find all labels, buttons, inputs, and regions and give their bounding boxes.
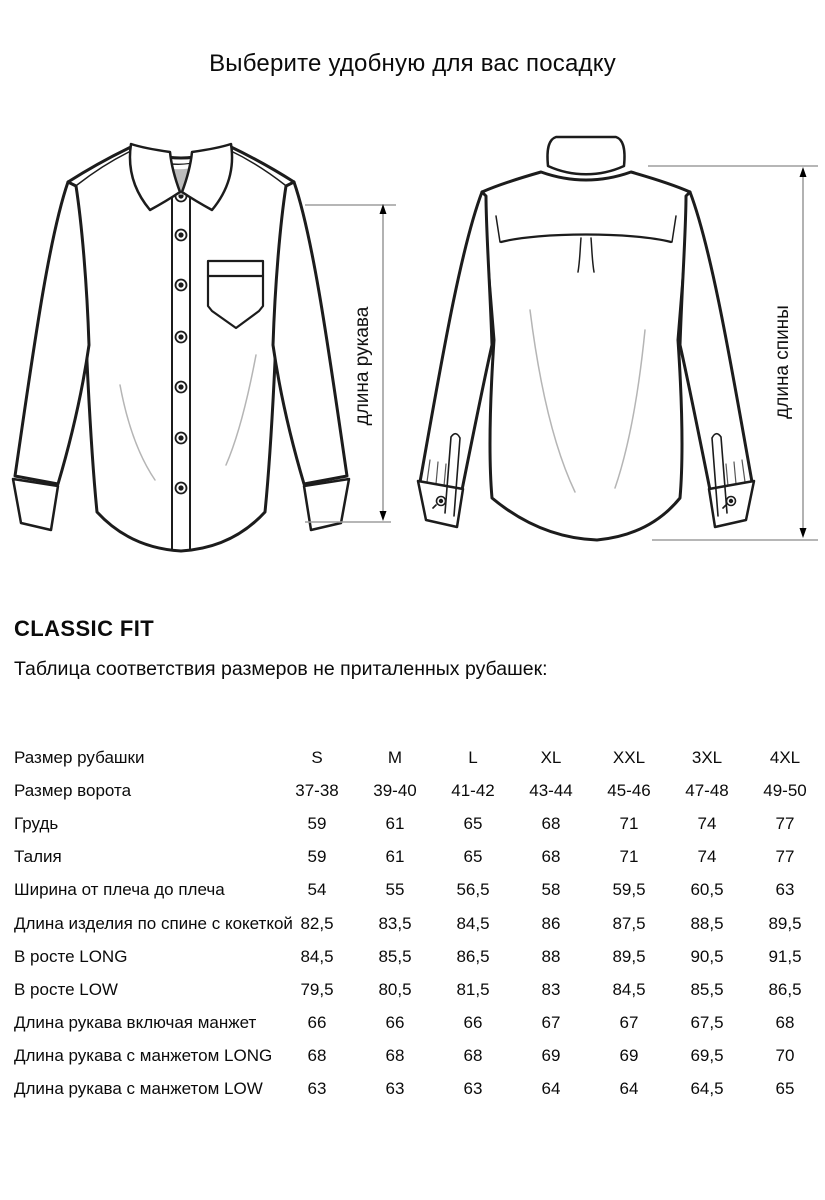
- row-label: В росте LONG: [14, 946, 128, 966]
- sleeve-length-label: длина рукава: [352, 306, 373, 426]
- row-label: Грудь: [14, 813, 59, 833]
- size-value-cell: 64: [619, 1079, 639, 1099]
- size-table: [14, 741, 824, 1106]
- size-value-cell: 68: [463, 1046, 483, 1066]
- size-value-cell: 61: [385, 847, 405, 867]
- size-header-cell: M: [387, 747, 403, 767]
- size-value-cell: 66: [307, 1013, 327, 1033]
- row-label: Длина изделия по спине с кокеткой: [14, 913, 293, 933]
- size-value-cell: 64,5: [690, 1079, 724, 1099]
- size-value-cell: 66: [385, 1013, 405, 1033]
- size-value-cell: 77: [775, 813, 795, 833]
- size-value-cell: 86,5: [456, 946, 490, 966]
- size-value-cell: 69: [619, 1046, 639, 1066]
- size-value-cell: 83: [541, 979, 561, 999]
- table-row: [14, 841, 824, 874]
- size-value-cell: 85,5: [690, 979, 724, 999]
- size-header-cell: L: [468, 747, 478, 767]
- size-value-cell: 67: [619, 1013, 639, 1033]
- size-value-cell: 41-42: [451, 780, 495, 800]
- size-value-cell: 84,5: [612, 979, 646, 999]
- size-value-cell: 56,5: [456, 880, 490, 900]
- size-value-cell: 65: [775, 1079, 795, 1099]
- collar-back: [547, 137, 624, 174]
- size-value-cell: 70: [775, 1046, 795, 1066]
- size-value-cell: 69,5: [690, 1046, 724, 1066]
- size-value-cell: 63: [463, 1079, 483, 1099]
- size-value-cell: 84,5: [300, 946, 334, 966]
- size-value-cell: 59: [307, 847, 327, 867]
- size-value-cell: 55: [385, 880, 405, 900]
- size-value-cell: 47-48: [685, 780, 729, 800]
- size-value-cell: 43-44: [529, 780, 573, 800]
- size-value-cell: 68: [775, 1013, 795, 1033]
- table-row: [14, 940, 824, 973]
- shirt-back-drawing: [418, 137, 754, 540]
- table-row: [14, 1007, 824, 1040]
- shirt-diagrams: [0, 130, 825, 575]
- size-value-cell: 71: [619, 813, 639, 833]
- size-value-cell: 89,5: [768, 913, 802, 933]
- size-header-cell: 4XL: [769, 747, 801, 767]
- size-value-cell: 54: [307, 880, 327, 900]
- table-row: [14, 774, 824, 807]
- row-label: В росте LOW: [14, 979, 118, 999]
- size-value-cell: 66: [463, 1013, 483, 1033]
- table-row: [14, 741, 824, 774]
- row-label: Размер рубашки: [14, 747, 145, 767]
- size-header-cell: XXL: [612, 747, 646, 767]
- size-value-cell: 60,5: [690, 880, 724, 900]
- size-value-cell: 37-38: [295, 780, 339, 800]
- size-value-cell: 65: [463, 813, 483, 833]
- size-header-cell: XL: [540, 747, 562, 767]
- size-value-cell: 68: [541, 847, 561, 867]
- size-value-cell: 64: [541, 1079, 561, 1099]
- row-label: Длина рукава включая манжет: [14, 1013, 257, 1033]
- table-row: [14, 1040, 824, 1073]
- row-label: Размер ворота: [14, 780, 132, 800]
- size-value-cell: 82,5: [300, 913, 334, 933]
- back-length-label: длина спины: [772, 305, 793, 419]
- size-value-cell: 80,5: [378, 979, 412, 999]
- size-value-cell: 85,5: [378, 946, 412, 966]
- size-value-cell: 39-40: [373, 780, 417, 800]
- size-value-cell: 58: [541, 880, 561, 900]
- size-value-cell: 45-46: [607, 780, 651, 800]
- size-value-cell: 68: [541, 813, 561, 833]
- table-row: [14, 907, 824, 940]
- size-value-cell: 87,5: [612, 913, 646, 933]
- size-value-cell: 91,5: [768, 946, 802, 966]
- size-value-cell: 79,5: [300, 979, 334, 999]
- size-value-cell: 68: [385, 1046, 405, 1066]
- size-value-cell: 86: [541, 913, 561, 933]
- size-value-cell: 63: [775, 880, 795, 900]
- size-value-cell: 63: [307, 1079, 327, 1099]
- page-title: Выберите удобную для вас посадку: [209, 50, 616, 77]
- size-header-cell: S: [311, 747, 323, 767]
- size-value-cell: 69: [541, 1046, 561, 1066]
- fit-heading: CLASSIC FIT: [14, 616, 155, 641]
- table-row: [14, 1073, 824, 1106]
- size-header-cell: 3XL: [691, 747, 723, 767]
- size-value-cell: 74: [697, 813, 717, 833]
- size-value-cell: 59,5: [612, 880, 646, 900]
- size-value-cell: 90,5: [690, 946, 724, 966]
- table-row: [14, 874, 824, 907]
- size-value-cell: 65: [463, 847, 483, 867]
- size-value-cell: 61: [385, 813, 405, 833]
- size-value-cell: 88: [541, 946, 561, 966]
- size-value-cell: 81,5: [456, 979, 490, 999]
- size-value-cell: 77: [775, 847, 795, 867]
- shirt-front-drawing: [13, 144, 349, 551]
- row-label: Длина рукава с манжетом LOW: [14, 1079, 263, 1099]
- size-value-cell: 83,5: [378, 913, 412, 933]
- row-label: Длина рукава с манжетом LONG: [14, 1046, 273, 1066]
- table-caption: Таблица соответствия размеров не приталенных рубашек:: [14, 658, 548, 680]
- table-row: [14, 807, 824, 840]
- size-value-cell: 59: [307, 813, 327, 833]
- shirt-diagram-canvas: [0, 130, 825, 575]
- size-value-cell: 86,5: [768, 979, 802, 999]
- size-value-cell: 67: [541, 1013, 561, 1033]
- size-value-cell: 49-50: [763, 780, 807, 800]
- size-value-cell: 63: [385, 1079, 405, 1099]
- table-row: [14, 973, 824, 1006]
- row-label: Ширина от плеча до плеча: [14, 880, 225, 900]
- size-value-cell: 67,5: [690, 1013, 724, 1033]
- size-value-cell: 89,5: [612, 946, 646, 966]
- size-value-cell: 84,5: [456, 913, 490, 933]
- size-value-cell: 74: [697, 847, 717, 867]
- size-value-cell: 88,5: [690, 913, 724, 933]
- row-label: Талия: [14, 847, 62, 867]
- size-value-cell: 68: [307, 1046, 327, 1066]
- size-value-cell: 71: [619, 847, 639, 867]
